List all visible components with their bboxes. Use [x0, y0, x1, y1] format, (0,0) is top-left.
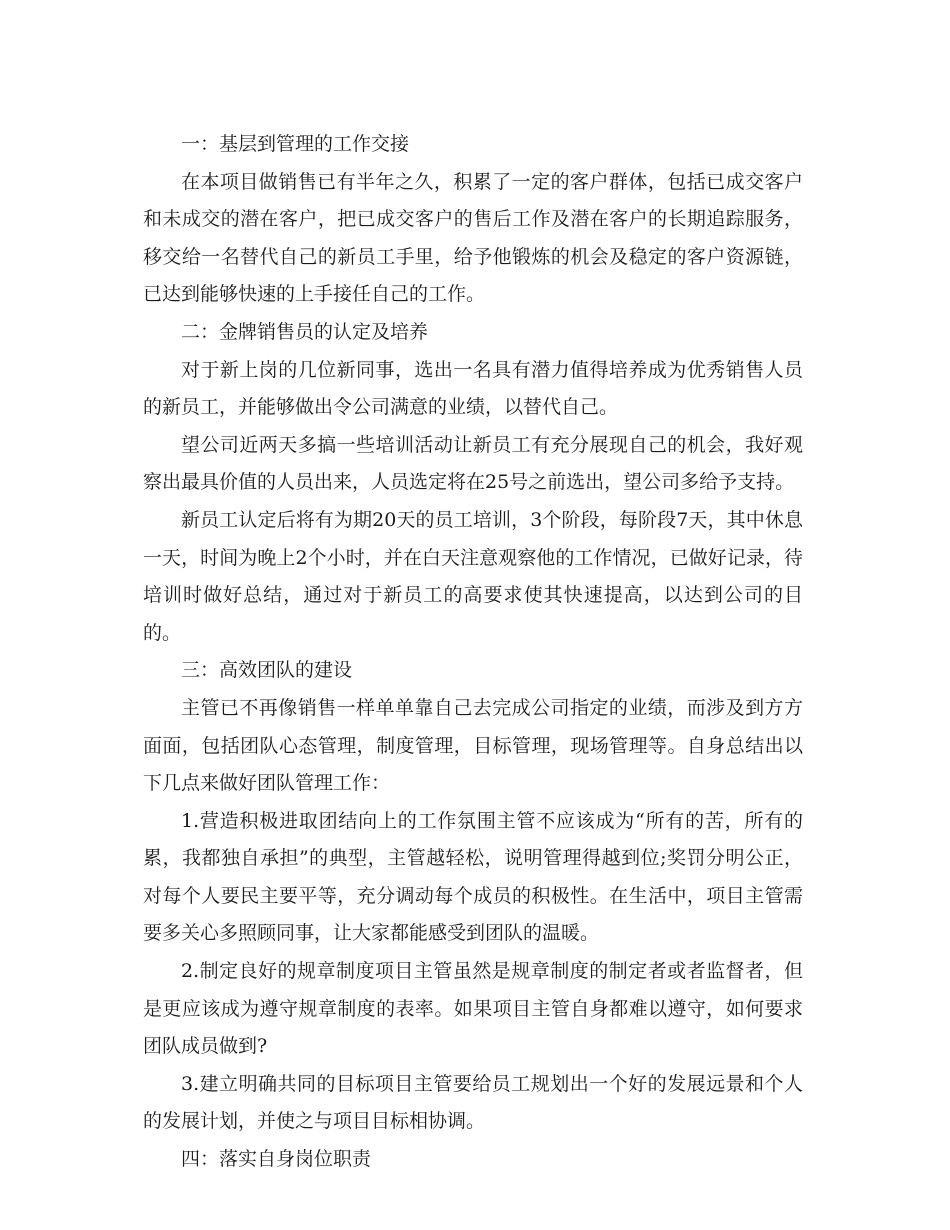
document-body — [143, 126, 803, 1179]
paragraph-handover: 在本项目做销售已有半年之久，积累了一定的客户群体，包括已成交客户和未成交的潜在客户，把已成交客户的售后工作及潜在客户的长期追踪服务，移交给一名替代自己的新员工手里，给予他锻炼的机会及稳定的客户资源链，已达到能够快速的上手接任自己的工作。 — [143, 170, 803, 306]
paragraph-selection: 对于新上岗的几位新同事，选出一名具有潜力值得培养成为优秀销售人员的新员工，并能够做出令公司满意的业绩，以替代自己。 — [143, 358, 803, 419]
list-item-3: 3.建立明确共同的目标项目主管要给员工规划出一个好的发展远景和个人的发展计划，并使之与项目目标相协调。 — [143, 1072, 803, 1133]
paragraph-training-plan: 新员工认定后将有为期20天的员工培训，3个阶段，每阶段7天，其中休息一天，时间为晚上2个小时，并在白天注意观察他的工作情况，已做好记录，待培训时做好总结，通过对于新员工的高要求使其快速提高，以达到公司的目的。 — [143, 508, 803, 644]
paragraph-team-management: 主管已不再像销售一样单单靠自己去完成公司指定的业绩，而涉及到方方面面，包括团队心态管理，制度管理，目标管理，现场管理等。自身总结出以下几点来做好团队管理工作： — [143, 696, 803, 795]
section-heading-4: 四：落实自身岗位职责 — [181, 1148, 372, 1171]
paragraph-training-activities: 望公司近两天多搞一些培训活动让新员工有充分展现自己的机会，我好观察出最具价值的人员出来，人员选定将在25号之前选出，望公司多给予支持。 — [143, 433, 803, 494]
section-heading-3: 三：高效团队的建设 — [181, 659, 353, 682]
section-heading-1: 一：基层到管理的工作交接 — [181, 133, 410, 155]
list-item-1: 1.营造积极进取团结向上的工作氛围主管不应该成为“所有的苦，所有的累，我都独自承担”的典型，主管越轻松，说明管理得越到位;奖罚分明公正，对每个人要民主要平等，充分调动每个成员的积极性。在生活中，项目主管需要多关心多照顾同事，让大家都能感受到团队的温暖。 — [143, 809, 803, 945]
list-item-2: 2.制定良好的规章制度项目主管虽然是规章制度的制定者或者监督者，但是更应该成为遵守规章制度的表率。如果项目主管自身都难以遵守，如何要求团队成员做到? — [143, 960, 803, 1058]
section-heading-2: 二：金牌销售员的认定及培养 — [181, 320, 429, 343]
